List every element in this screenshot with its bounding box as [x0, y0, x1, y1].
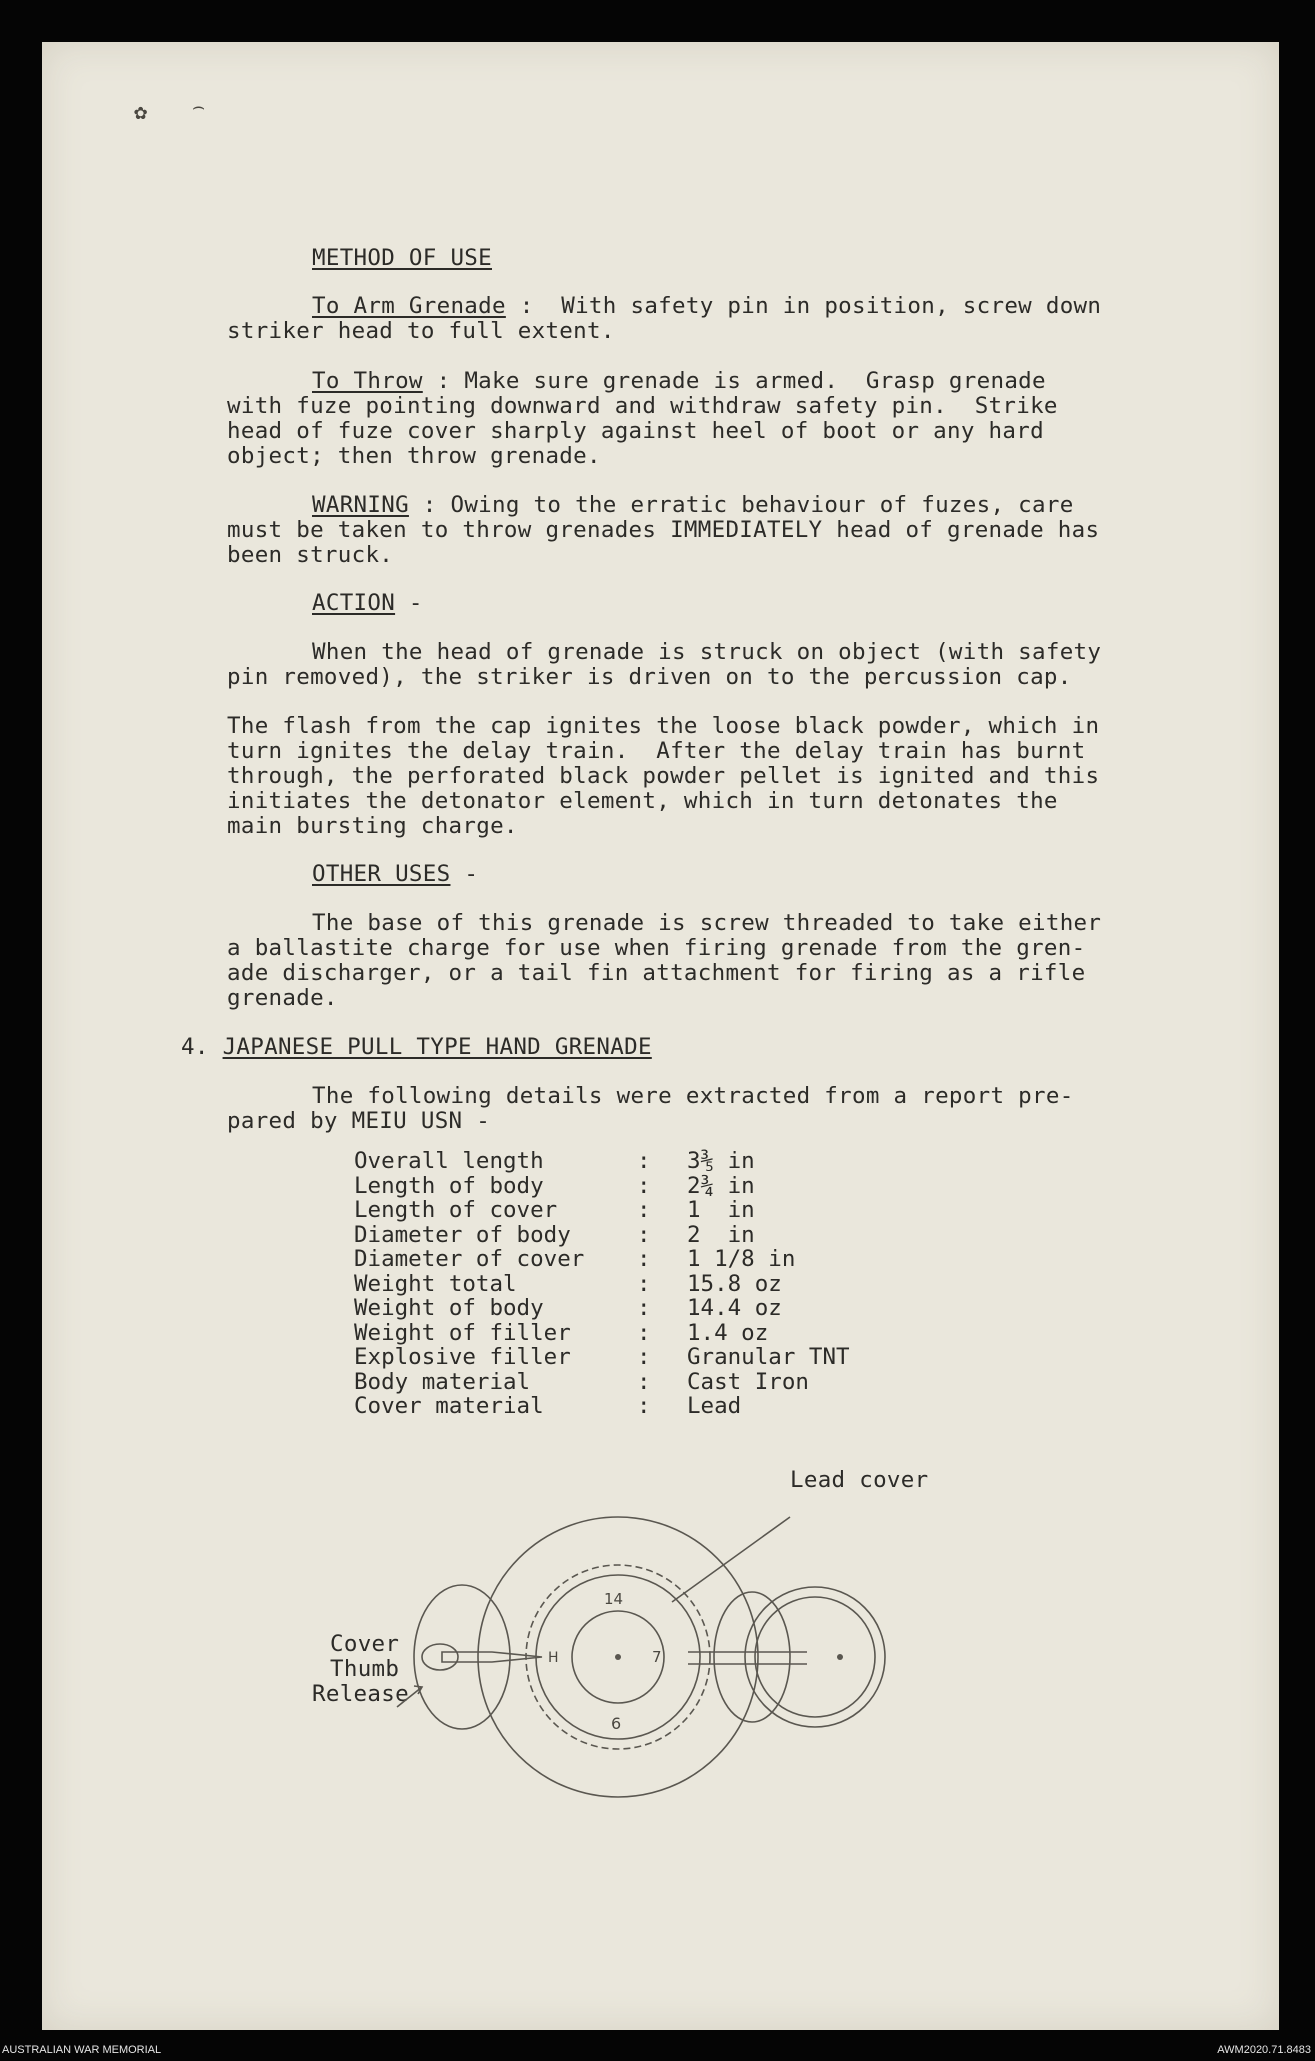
section-title: JAPANESE PULL TYPE HAND GRENADE — [222, 1034, 652, 1060]
footer-right: AWM2020.71.8483 — [1217, 2044, 1311, 2056]
spec-row: Overall length : 3⅗ in — [354, 1148, 755, 1174]
spec-row: Body material : Cast Iron — [354, 1368, 809, 1395]
throw-line-2: with fuze pointing downward and withdraw safety pin. Strike — [227, 393, 1058, 419]
heading-method-of-use: METHOD OF USE — [312, 245, 492, 271]
release-ring — [422, 1644, 458, 1670]
base-dot — [837, 1654, 843, 1660]
mark-left: H — [548, 1650, 559, 1666]
mark-top: 14 — [604, 1590, 624, 1608]
throw-line-1 — [312, 369, 1046, 394]
lead-cover-label: Lead cover — [790, 1467, 929, 1493]
warning-line-2: must be taken to throw grenades IMMEDIATELY head of grenade has — [227, 517, 1100, 543]
right-lobe — [714, 1592, 790, 1722]
throw-line-4: object; then throw grenade. — [227, 443, 601, 469]
base-circle — [745, 1587, 885, 1727]
warning-line-1 — [312, 493, 1074, 518]
other-line-4: grenade. — [227, 985, 338, 1011]
mark-bottom: 6 — [611, 1714, 622, 1733]
cover-label-line-2: Thumb — [330, 1656, 400, 1682]
base-inner-circle — [755, 1597, 875, 1717]
cover-label-line-3: Release — [312, 1681, 409, 1707]
throw-line-3: head of fuze cover sharply against heel of boot or any hard — [227, 418, 1044, 444]
footer-left: AUSTRALIAN WAR MEMORIAL — [2, 2044, 162, 2056]
action-p1-line-2: pin removed), the striker is driven on to the percussion cap. — [227, 664, 1072, 690]
thumb-release-pointer — [397, 1687, 422, 1707]
spec-row: Diameter of body : 2 in — [354, 1221, 755, 1248]
other-uses-heading — [312, 862, 478, 887]
intro-line-2: pared by MEIU USN - — [227, 1108, 491, 1134]
warning-line-3: been struck. — [227, 542, 394, 568]
action-p2-line-2: turn ignites the delay train. After the delay train has burnt — [227, 738, 1086, 764]
action-p2-line-5: main bursting charge. — [227, 813, 518, 839]
action-label: ACTION — [312, 590, 396, 616]
other-uses-dash: - — [450, 861, 479, 887]
action-p2-line-1: The flash from the cap ignites the loose black powder, which in — [227, 713, 1100, 739]
grenade-diagram — [382, 1462, 902, 1802]
paper-crease-mark: ⌢ — [192, 94, 206, 118]
action-p2-line-4: initiates the detonator element, which in turn detonates the — [227, 788, 1058, 814]
action-p1-line-1: When the head of grenade is struck on object (with safety — [312, 639, 1102, 665]
spec-row: Diameter of cover : 1 1/8 in — [354, 1246, 796, 1272]
arm-text: : With safety pin in position, screw down — [505, 293, 1102, 319]
other-line-2: a ballastite charge for use when firing grenade from the gren- — [227, 935, 1086, 961]
throw-text: : Make sure grenade is armed. Grasp grenade — [422, 368, 1046, 394]
action-p2-line-3: through, the perforated black powder pellet is ignited and this — [227, 763, 1100, 789]
spec-row: Length of body : 2¾ in — [354, 1172, 755, 1199]
intro-line-1: The following details were extracted from a report pre- — [312, 1083, 1074, 1109]
action-dash: - — [395, 590, 423, 616]
left-lobe — [414, 1585, 510, 1729]
spec-row: Weight of body : 14.4 oz — [354, 1295, 782, 1321]
other-line-1: The base of this grenade is screw threaded to take either — [312, 910, 1102, 936]
warning-label: WARNING — [312, 492, 409, 518]
throw-label: To Throw — [312, 368, 423, 394]
other-line-3: ade discharger, or a tail fin attachment for firing as a rifle — [227, 960, 1086, 986]
action-heading — [312, 591, 423, 616]
lead-cover-pointer — [672, 1517, 790, 1602]
other-uses-label: OTHER USES — [312, 861, 451, 887]
spec-table — [354, 1149, 850, 1419]
spec-row: Weight of filler : 1.4 oz — [354, 1319, 769, 1346]
punch-hole-mark: ✿ — [134, 100, 148, 125]
arm-label: To Arm Grenade — [312, 293, 506, 319]
mark-right: 7 — [652, 1648, 662, 1666]
spec-row: Cover material : Lead — [354, 1393, 742, 1419]
spec-row: Explosive filler : Granular TNT — [354, 1344, 850, 1370]
section-number: 4. — [181, 1034, 209, 1060]
arm-line-1 — [312, 294, 1101, 319]
center-dot — [615, 1654, 621, 1660]
cover-label-line-1: Cover — [330, 1631, 400, 1657]
arm-line-2: striker head to full extent. — [227, 318, 615, 344]
spec-row: Weight total : 15.8 oz — [354, 1270, 782, 1297]
section-4-heading — [181, 1035, 652, 1060]
warning-text: : Owing to the erratic behaviour of fuzes, care — [408, 492, 1074, 518]
spec-row: Length of cover : 1 in — [354, 1197, 755, 1223]
document-page — [42, 42, 1279, 2030]
